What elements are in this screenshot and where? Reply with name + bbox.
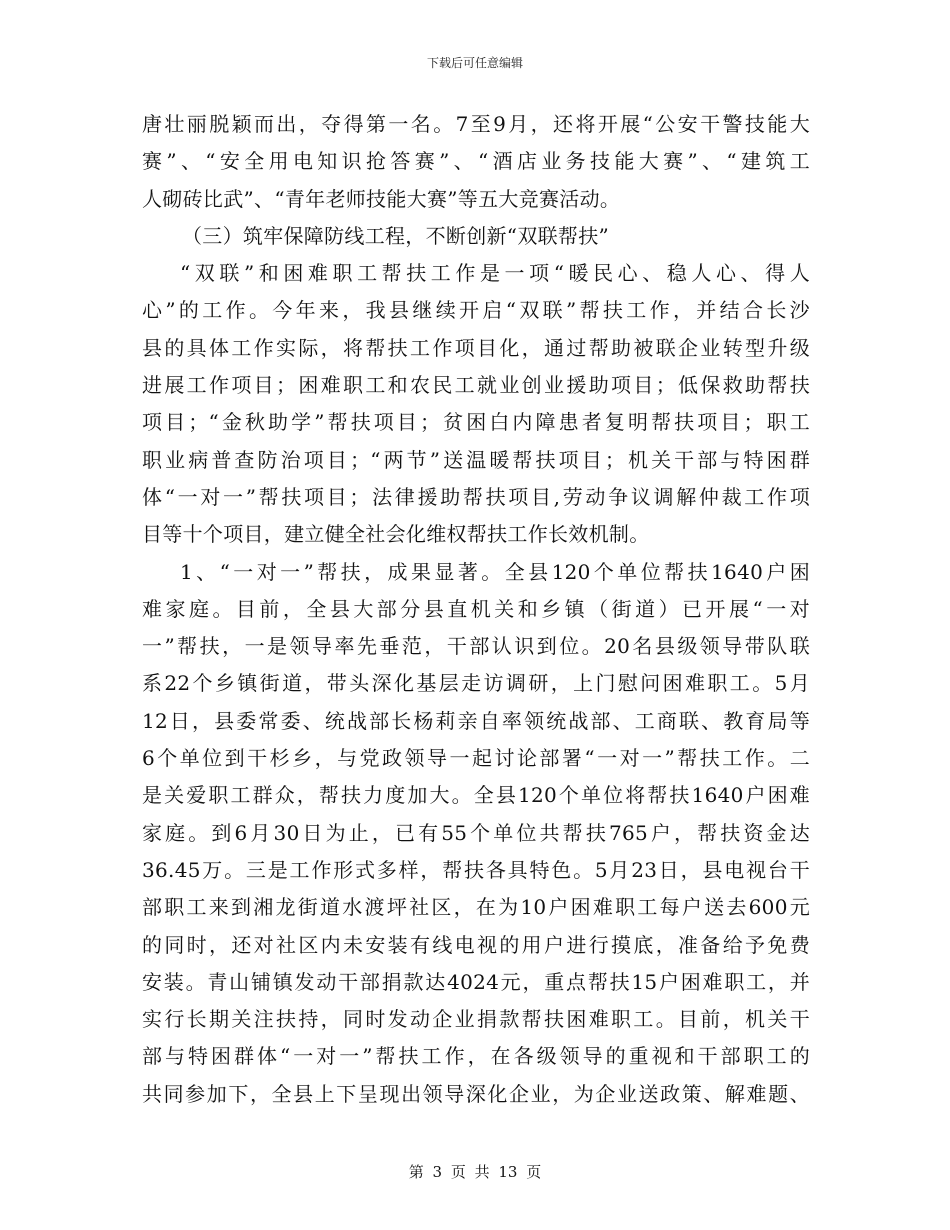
text-line: 职业病普查防治项目；“两节”送温暖帮扶项目；机关干部与特困群: [142, 447, 810, 472]
section-heading: （三）筑牢保障防线工程，不断创新“双联帮扶”: [182, 223, 610, 248]
text-line: 是关爱职工群众，帮扶力度加大。全县120个单位将帮扶1640户困难: [142, 783, 810, 808]
text-line: 体“一对一”帮扶项目；法律援助帮扶项目,劳动争议调解仲裁工作项: [142, 484, 810, 509]
text-line: 家庭。到6月30日为止，已有55个单位共帮扶765户，帮扶资金达: [142, 820, 810, 845]
text-line: 系22个乡镇街道，带头深化基层走访调研，上门慰问困难职工。5月: [142, 671, 810, 696]
text-line: 36.45万。三是工作形式多样，帮扶各具特色。5月23日，县电视台干: [142, 857, 810, 882]
document-body: [142, 106, 810, 1113]
page-header: 下载后可任意编辑: [426, 56, 523, 70]
text-line: 目等十个项目，建立健全社会化维权帮扶工作长效机制。: [142, 522, 650, 547]
text-line: 共同参加下，全县上下呈现出领导深化企业，为企业送政策、解难题、: [142, 1081, 810, 1106]
text-line: 实行长期关注扶持，同时发动企业捐款帮扶困难职工。目前，机关干: [142, 1007, 810, 1032]
text-line: 安装。青山铺镇发动干部捐款达4024元，重点帮扶15户困难职工，并: [142, 969, 810, 994]
text-line: 项目；“金秋助学”帮扶项目；贫困白内障患者复明帮扶项目；职工: [142, 410, 810, 435]
text-line: 6个单位到干杉乡，与党政领导一起讨论部署“一对一”帮扶工作。二: [142, 746, 810, 771]
text-line: 1、“一对一”帮扶，成果显著。全县120个单位帮扶1640户困: [180, 559, 810, 584]
text-line: 人砌砖比武”、“青年老师技能大赛”等五大竞赛活动。: [142, 186, 621, 211]
text-line: “双联”和困难职工帮扶工作是一项“暖民心、稳人心、得人: [180, 261, 810, 286]
text-line: 12日，县委常委、统战部长杨莉亲自率领统战部、工商联、教育局等: [142, 708, 810, 733]
text-line: 一”帮扶，一是领导率先垂范，干部认识到位。20名县级领导带队联: [142, 634, 810, 659]
text-line: 部职工来到湘龙街道水渡坪社区，在为10户困难职工每户送去600元: [142, 895, 810, 920]
text-line: 难家庭。目前，全县大部分县直机关和乡镇（街道）已开展“一对: [142, 596, 810, 621]
text-line: 心”的工作。今年来，我县继续开启“双联”帮扶工作，并结合长沙: [142, 298, 810, 323]
text-line: 县的具体工作实际，将帮扶工作项目化，通过帮助被联企业转型升级: [142, 335, 810, 360]
text-line: 部与特困群体“一对一”帮扶工作，在各级领导的重视和干部职工的: [142, 1044, 810, 1069]
text-line: 的同时，还对社区内未安装有线电视的用户进行摸底，准备给予免费: [142, 932, 810, 957]
text-line: 唐壮丽脱颖而出，夺得第一名。7至9月，还将开展“公安干警技能大: [142, 112, 810, 136]
page-footer: 第 3 页 共 13 页: [408, 1163, 542, 1181]
text-line: 赛”、“安全用电知识抢答赛”、“酒店业务技能大赛”、“建筑工: [142, 149, 810, 174]
text-line: 进展工作项目；困难职工和农民工就业创业援助项目；低保救助帮扶: [142, 373, 810, 398]
